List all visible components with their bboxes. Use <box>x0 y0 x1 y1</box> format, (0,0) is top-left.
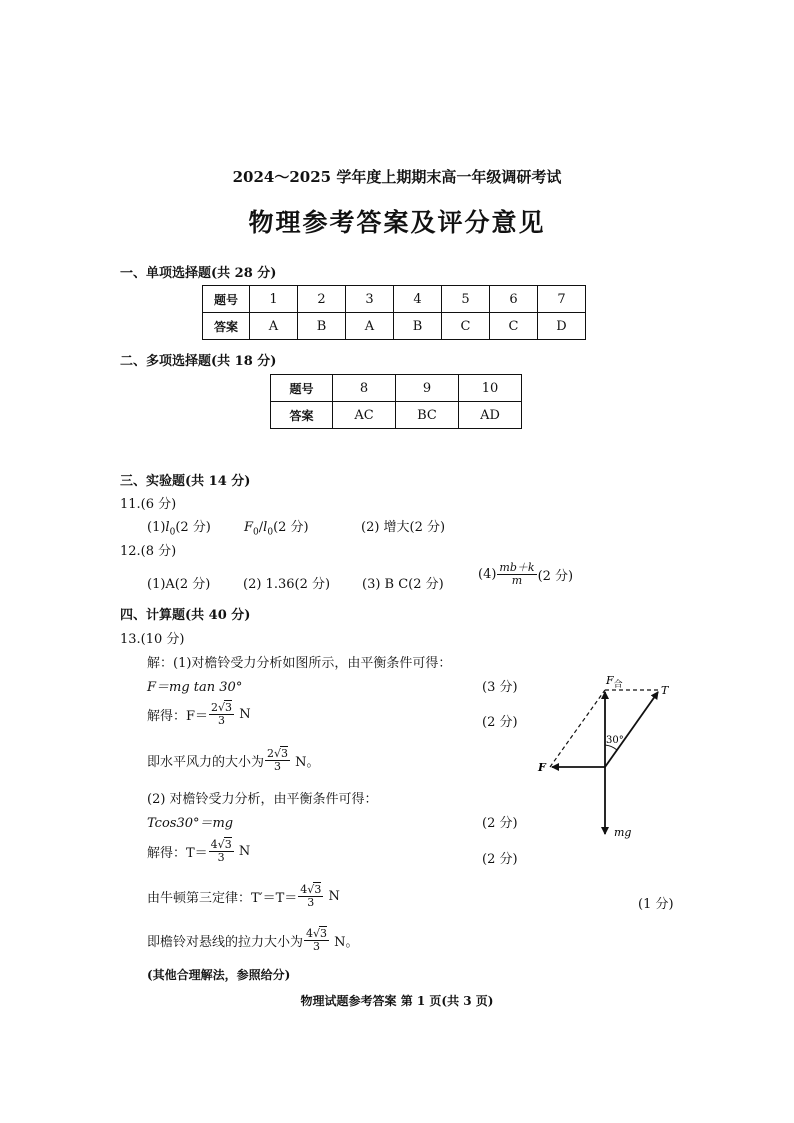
document-title: 物理参考答案及评分意见 <box>248 208 546 237</box>
q13-eq4: 解得：T＝ $\frac{4√3}{3}$ N <box>147 838 251 864</box>
table-cell: 3 <box>346 286 394 313</box>
q11-answer-2: $F_0/l_0(2$ 分) <box>244 520 309 538</box>
q13-label: 13.(10 分) <box>120 632 185 647</box>
q13-eq5: 由牛顿第三定律：T′＝T＝ $\frac{4√3}{3}$ N <box>147 883 340 909</box>
table-cell: AC <box>333 402 396 429</box>
q13-line6: 即檐铃对悬线的拉力大小为 $\frac{4√3}{3}$ N。 <box>147 927 359 953</box>
q12-label: 12.(8 分) <box>120 544 177 559</box>
table-cell: 6 <box>490 286 538 313</box>
label-tension: T <box>661 684 669 697</box>
q12-answer-4: (4) $\frac{mb+k}{m}$ (2 分) <box>478 561 574 587</box>
table-cell: 9 <box>396 375 459 402</box>
table-cell: 5 <box>442 286 490 313</box>
table-cell: D <box>538 313 586 340</box>
q13-line4: (2) 对檐铃受力分析，由平衡条件可得： <box>147 792 378 807</box>
table-cell: B <box>394 313 442 340</box>
q11-label: 11.(6 分) <box>120 497 177 512</box>
section3-heading: 三、实验题(共 14 分) <box>120 474 251 489</box>
table-cell: 10 <box>459 375 522 402</box>
section2-answer-table <box>270 374 522 429</box>
table-cell: 题号 <box>203 286 250 313</box>
force-arrow-tension <box>605 692 658 767</box>
q13-line3: 即水平风力的大小为 $\frac{2√3}{3}$ N。 <box>147 747 320 773</box>
q13-line1: 解：(1)对檐铃受力分析如图所示，由平衡条件可得： <box>147 656 452 671</box>
label-angle: 30° <box>606 735 624 746</box>
q13-note: (其他合理解法，参照给分) <box>147 968 291 982</box>
section4-heading: 四、计算题(共 40 分) <box>120 608 251 623</box>
table-cell: 8 <box>333 375 396 402</box>
q13-eq2-score: (2 分) <box>482 715 518 730</box>
table-cell: 答案 <box>271 402 333 429</box>
table-cell: AD <box>459 402 522 429</box>
table-cell: 7 <box>538 286 586 313</box>
table-row <box>203 286 586 313</box>
table-cell: BC <box>396 402 459 429</box>
label-resultant: $F_合$ <box>606 674 623 690</box>
exam-title: 2024～2025 学年度上期期末高一年级调研考试 <box>232 168 562 186</box>
label-wind-force: F <box>538 761 546 774</box>
q12-answer-2: (2) 1.36(2 分) <box>243 577 331 592</box>
q13-eq3: Tcos30°＝mg <box>147 816 234 831</box>
q11-answer-3: (2) 增大(2 分) <box>361 520 446 535</box>
section1-heading: 一、单项选择题(共 28 分) <box>120 266 277 281</box>
table-cell: B <box>298 313 346 340</box>
label-gravity: mg <box>614 826 632 839</box>
table-cell: 答案 <box>203 313 250 340</box>
q12-answer-1: (1)A(2 分) <box>147 577 211 592</box>
table-cell: 题号 <box>271 375 333 402</box>
table-row <box>271 402 522 429</box>
dashed-line-left <box>550 690 605 767</box>
table-cell: C <box>490 313 538 340</box>
q13-eq4-score: (2 分) <box>482 852 518 867</box>
q13-eq1: F＝mg tan 30° <box>147 680 243 695</box>
table-cell: 2 <box>298 286 346 313</box>
table-row <box>271 375 522 402</box>
table-row <box>203 313 586 340</box>
force-diagram <box>530 668 680 848</box>
section2-heading: 二、多项选择题(共 18 分) <box>120 354 277 369</box>
table-cell: A <box>250 313 298 340</box>
table-cell: C <box>442 313 490 340</box>
table-cell: 1 <box>250 286 298 313</box>
table-cell: 4 <box>394 286 442 313</box>
q11-answer-1: $(1)l_0(2$ 分) <box>147 520 211 538</box>
page-footer: 物理试题参考答案 第 1 页(共 3 页) <box>300 994 494 1008</box>
q13-eq1-score: (3 分) <box>482 680 518 695</box>
q13-eq2: 解得：F＝ $\frac{2√3}{3}$ N <box>147 701 251 727</box>
table-cell: A <box>346 313 394 340</box>
q12-answer-3: (3) B C(2 分) <box>362 577 444 592</box>
q13-eq5-score: (1 分) <box>638 897 674 912</box>
section1-answer-table <box>202 285 586 340</box>
q13-eq3-score: (2 分) <box>482 816 518 831</box>
